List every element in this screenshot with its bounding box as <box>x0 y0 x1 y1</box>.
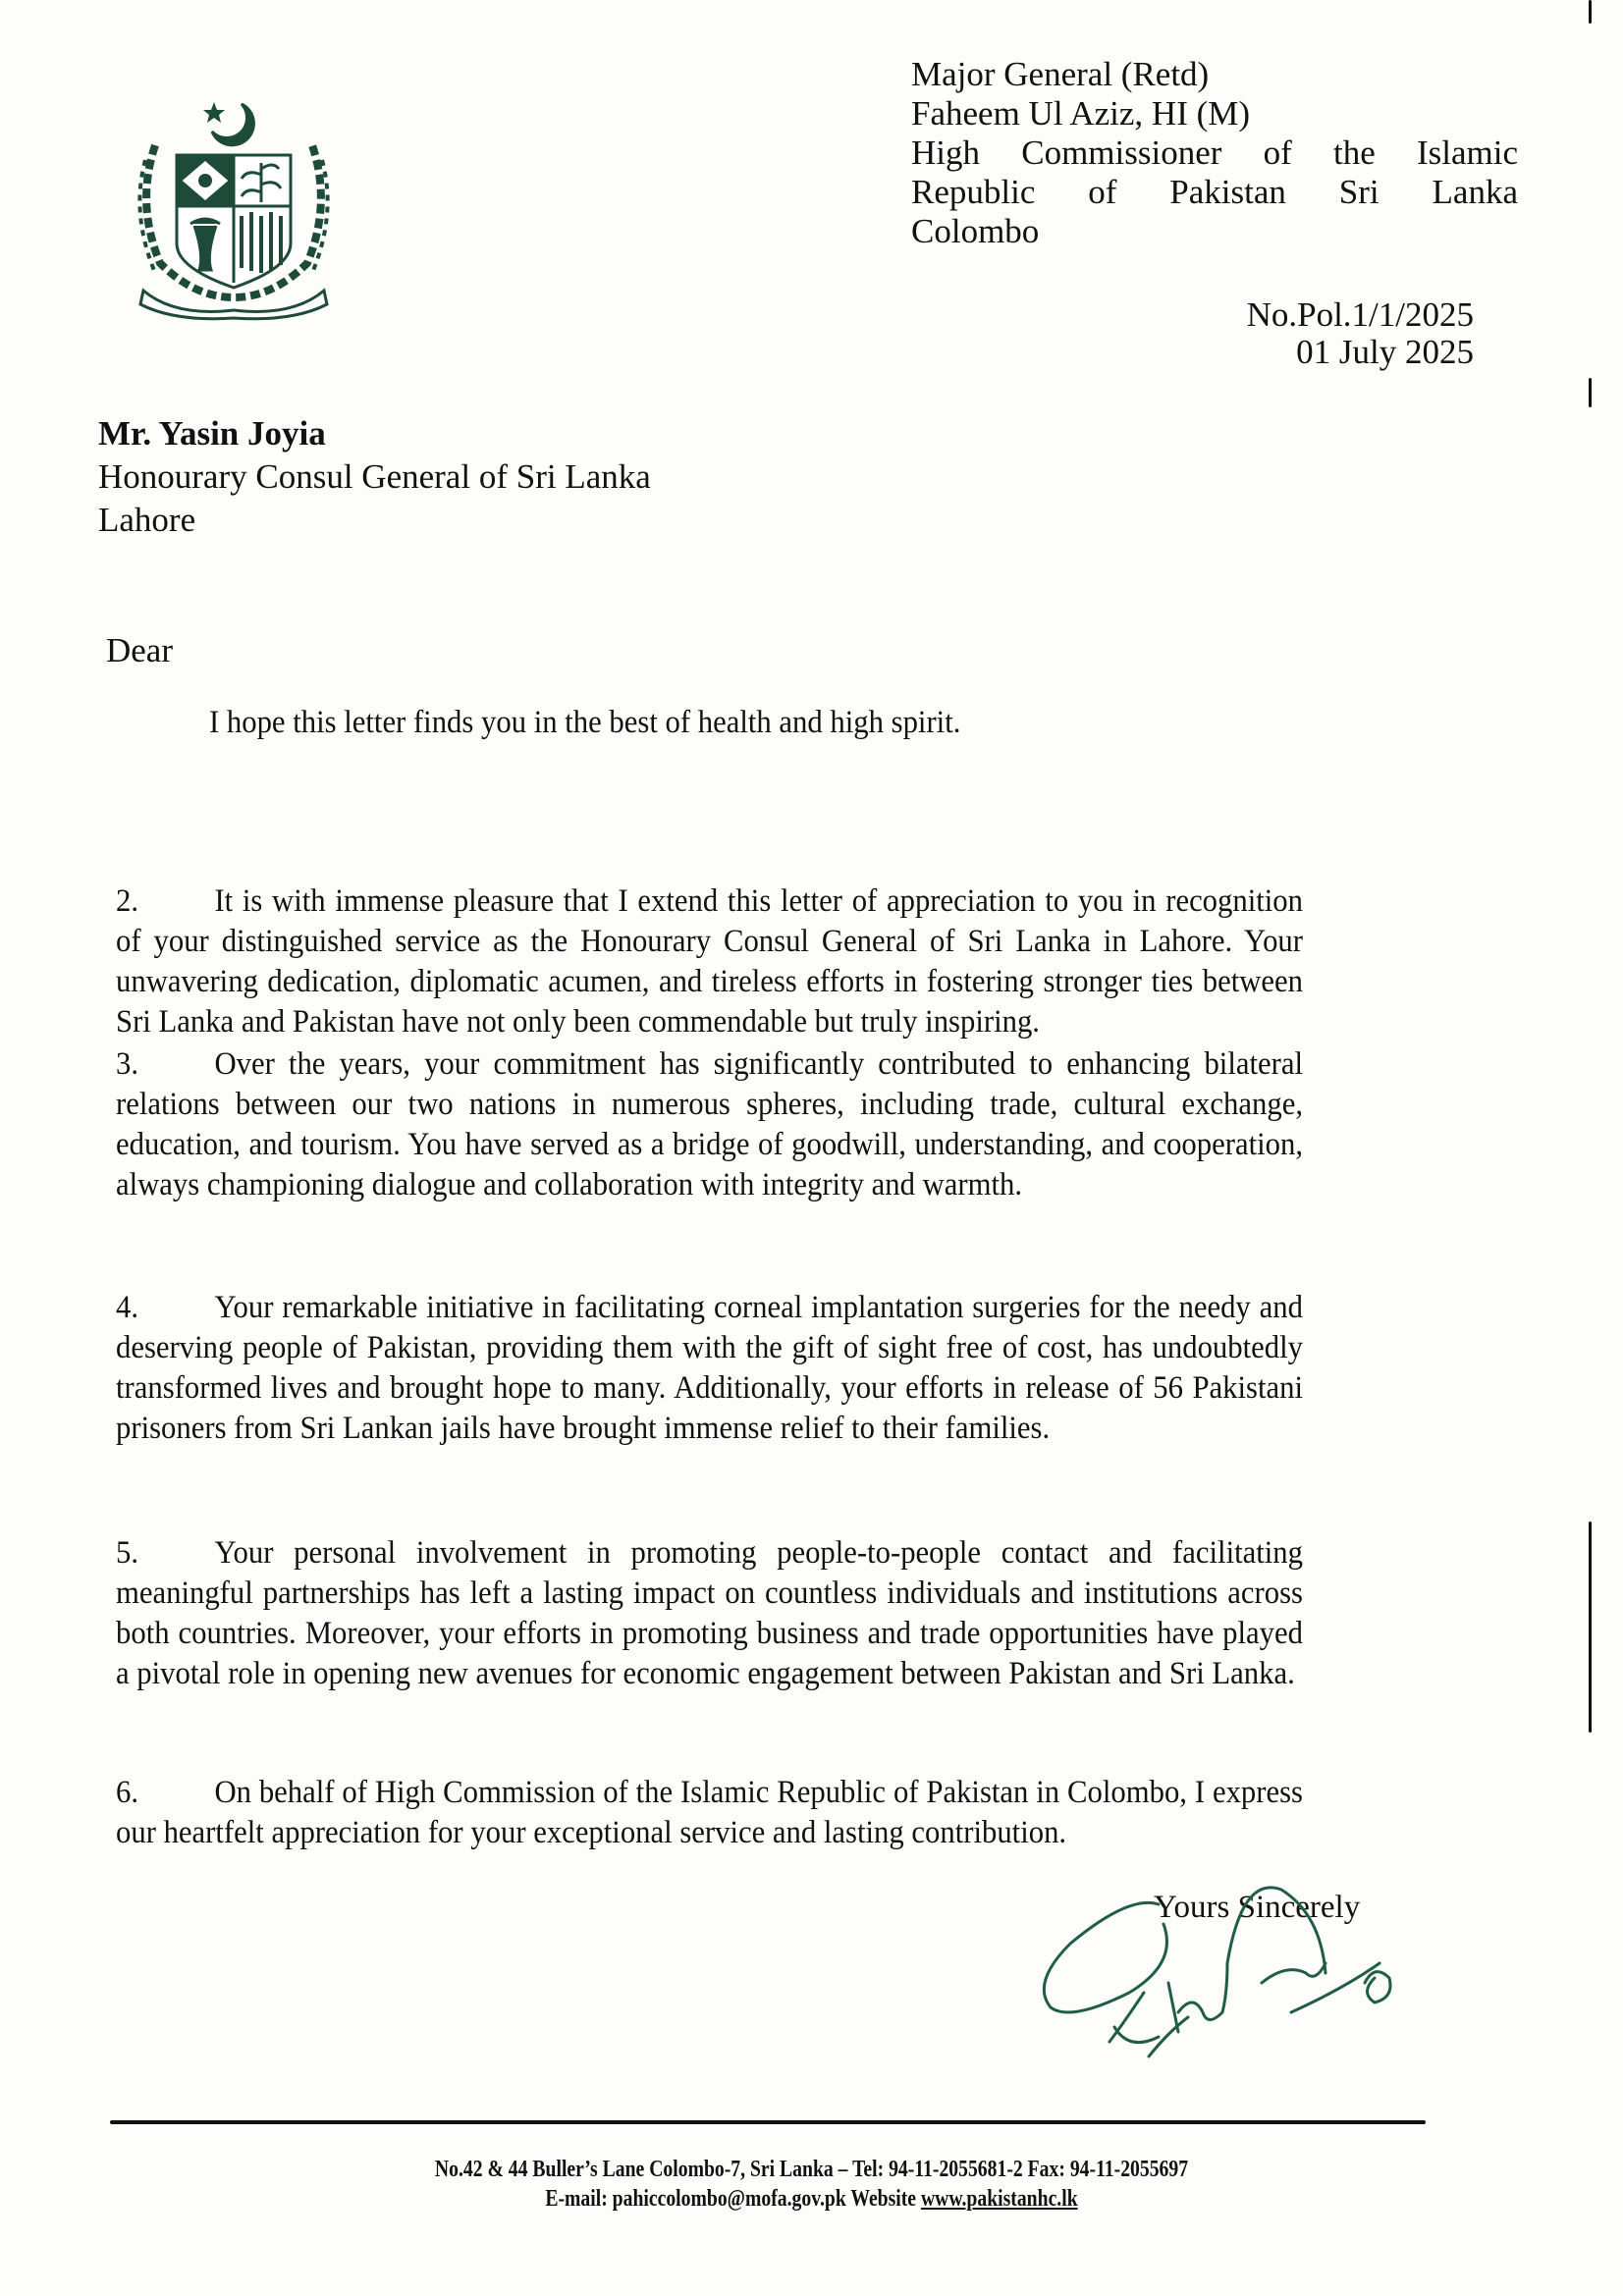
scan-edge-mark <box>1589 0 1592 24</box>
reference-number: No.Pol.1/1/2025 <box>1246 295 1474 334</box>
paragraph-text: Your remarkable initiative in facilitating corneal implantation surgeries for the needy and deserving people of Pakistan, providing them with the gift of sight free of cost, has undoubtedly transformed lives and brought hope to many. Additionally, your efforts in release of 56 Pakistani prisoners from Sri Lankan jails have brought immense relief to their families. <box>116 1290 1304 1446</box>
paragraph-2 <box>116 881 1303 1042</box>
sender-title: High Commissioner of the Islamic <box>911 133 1518 172</box>
paragraph-3 <box>116 1044 1303 1205</box>
paragraph-number: 4. <box>116 1290 139 1325</box>
paragraph-4 <box>116 1288 1303 1449</box>
footer-address: No.42 & 44 Buller’s Lane Colombo-7, Sri Lanka – Tel: 94-11-2055681-2 Fax: 94-11-2055697 <box>434 2157 1189 2182</box>
sender-title-cont: Republic of Pakistan Sri Lanka <box>911 173 1518 211</box>
paragraph-text: Over the years, your commitment has significantly contributed to enhancing bilateral relations between our two nations in numerous spheres, including trade, cultural exchange, education, and tourism. You have served as a bridge of goodwill, understanding, and cooperation, always championing dialogue and collaboration with integrity and warmth. <box>116 1046 1304 1202</box>
footer-contact <box>146 2184 1477 2214</box>
scan-edge-mark <box>1589 378 1592 407</box>
recipient-name: Mr. Yasin Joyia <box>98 414 326 453</box>
scan-edge-mark <box>1589 1522 1592 1733</box>
paragraph-text: It is with immense pleasure that I extend this letter of appreciation to you in recognition of your distinguished service as the Honourary Consul General of Sri Lanka in Lahore. Your unwavering dedication, diplomatic acumen, and tireless efforts in fostering stronger ties between Sri Lanka and Pakistan have not only been commendable but truly inspiring. <box>116 883 1304 1040</box>
paragraph-number: 6. <box>116 1775 139 1810</box>
sender-rank: Major General (Retd) <box>911 55 1210 93</box>
signature-icon <box>1031 1865 1424 2071</box>
sender-name: Faheem Ul Aziz, HI (M) <box>911 94 1251 133</box>
recipient-title: Honourary Consul General of Sri Lanka <box>98 457 651 496</box>
paragraph-text: Your personal involvement in promoting people-to-people contact and facilitating meaningful partnerships has left a lasting impact on countless individuals and institutions across both countries. Moreover, your efforts in promoting business and trade opportunities have played a pivotal role in opening new avenues for economic engagement between Pakistan and Sri Lanka. <box>116 1535 1304 1691</box>
recipient-city: Lahore <box>98 501 196 539</box>
salutation: Dear <box>106 631 174 669</box>
website-label: Website <box>850 2186 917 2212</box>
email-address[interactable]: pahiccolombo@mofa.gov.pk <box>612 2186 846 2212</box>
paragraph-6 <box>116 1773 1303 1853</box>
paragraph-number: 5. <box>116 1535 139 1571</box>
paragraph-number: 2. <box>116 883 139 919</box>
opening-line: I hope this letter finds you in the best of health and high spirit. <box>209 705 961 740</box>
closing: Yours Sincerely <box>1154 1890 1361 1925</box>
paragraph-text: On behalf of High Commission of the Islamic Republic of Pakistan in Colombo, I express our heartfelt appreciation for your exceptional service and lasting contribution. <box>116 1775 1304 1850</box>
letter-date: 01 July 2025 <box>1296 333 1474 371</box>
pakistan-emblem-icon <box>116 86 352 322</box>
email-label: E-mail: <box>545 2186 608 2212</box>
website-link[interactable]: www.pakistanhc.lk <box>920 2186 1078 2212</box>
footer-divider <box>110 2120 1426 2124</box>
reference-block <box>1247 296 1474 371</box>
recipient-block <box>98 412 651 542</box>
sender-city: Colombo <box>911 212 1040 250</box>
letterhead-footer <box>0 2155 1623 2214</box>
paragraph-number: 3. <box>116 1046 139 1082</box>
sender-block <box>911 55 1518 251</box>
paragraph-5 <box>116 1533 1303 1694</box>
